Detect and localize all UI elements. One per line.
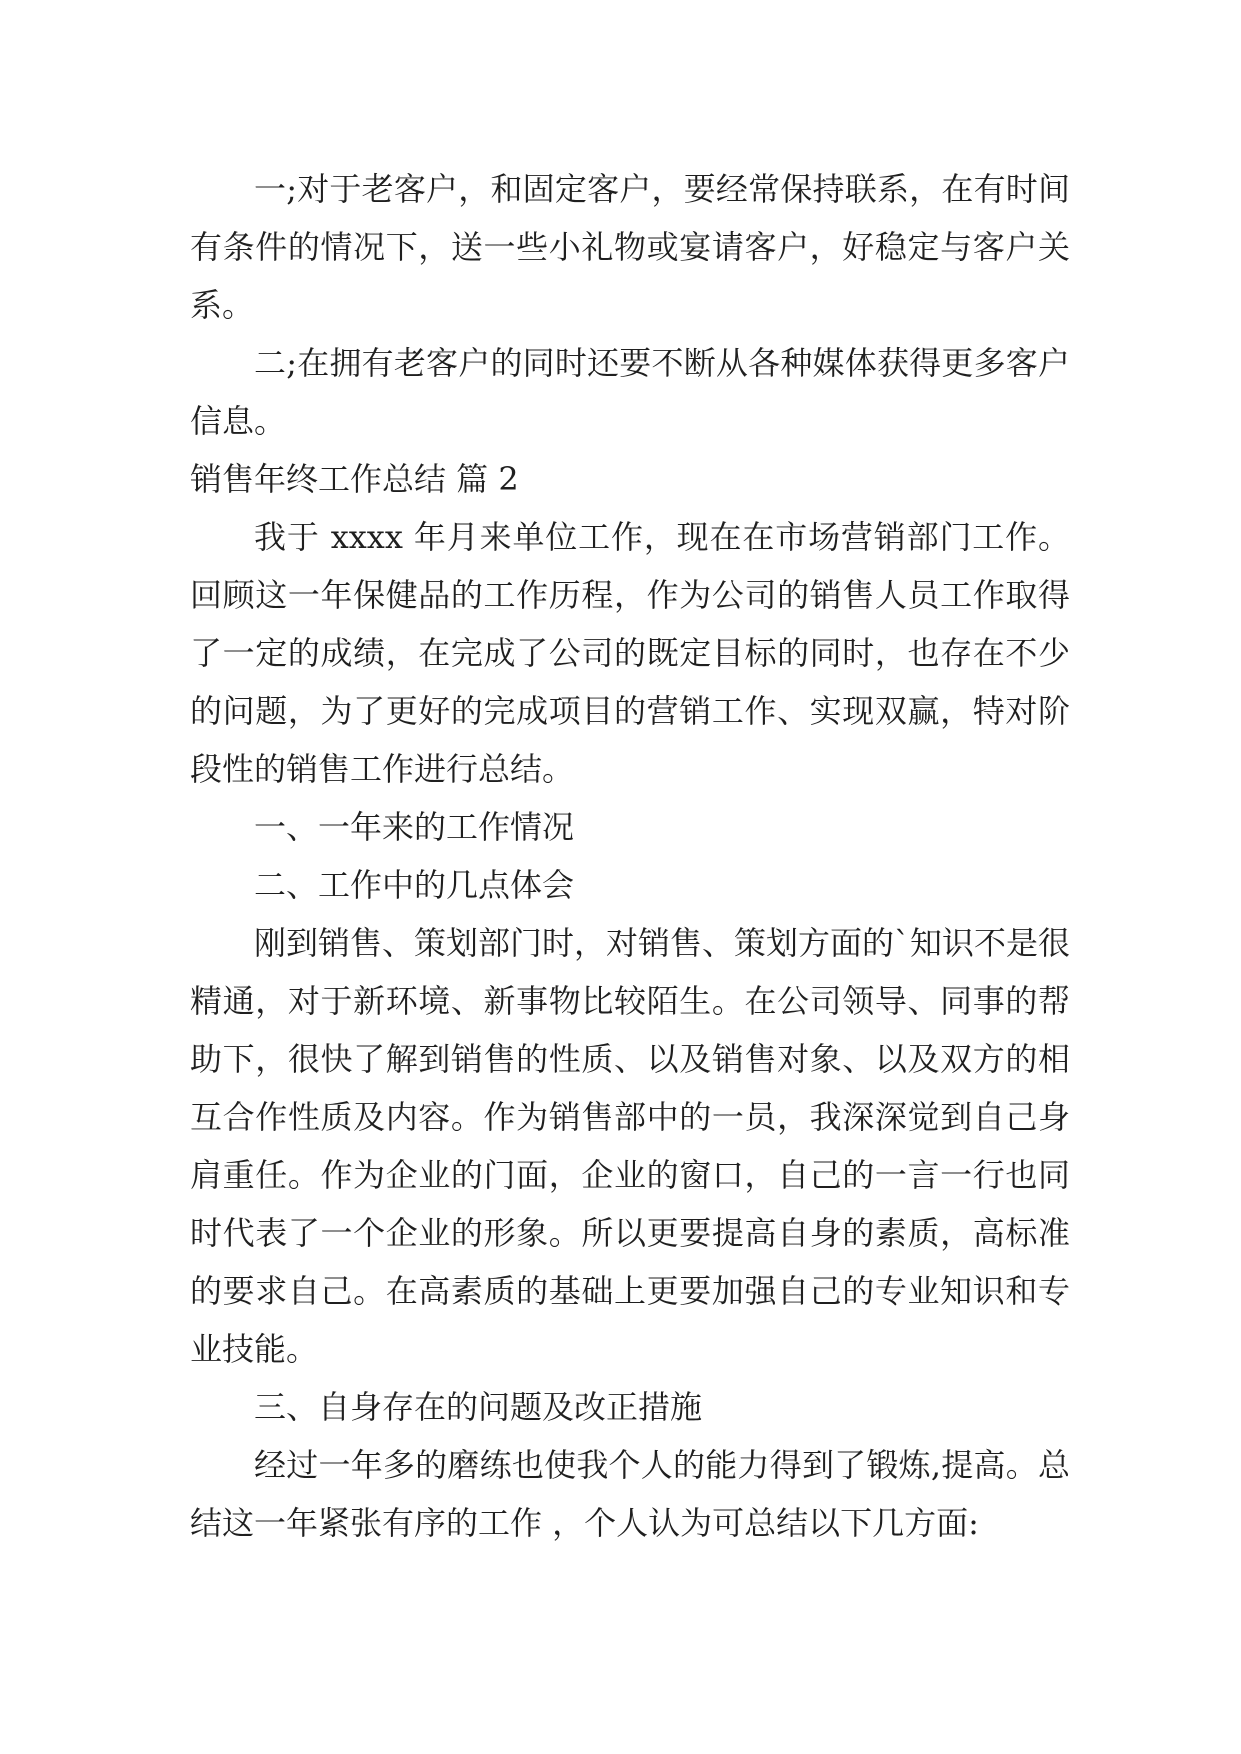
paragraph-old-clients: 一;对于老客户，和固定客户，要经常保持联系，在有时间有条件的情况下，送一些小礼物或宴请客户，好稳定与客户关系。 (190, 170, 1070, 324)
document-content (190, 160, 1070, 1552)
section-title: 销售年终工作总结 篇 2 (190, 460, 519, 498)
heading-work-situation: 一、一年来的工作情况 (254, 808, 575, 846)
paragraph-intro: 我于 xxxx 年月来单位工作，现在在市场营销部门工作。回顾这一年保健品的工作历程，作为公司的销售人员工作取得了一定的成绩，在完成了公司的既定目标的同时，也存在不少的问题，为了更好的完成项目的营销工作、实现双赢，特对阶段性的销售工作进行总结。 (190, 518, 1070, 788)
paragraph-experience: 刚到销售、策划部门时，对销售、策划方面的`知识不是很精通，对于新环境、新事物比较陌生。在公司领导、同事的帮助下，很快了解到销售的性质、以及销售对象、以及双方的相互合作性质及内容。作为销售部中的一员，我深深觉到自己身肩重任。作为企业的门面，企业的窗口，自己的一言一行也同时代表了一个企业的形象。所以更要提高自身的素质，高标准的要求自己。在高素质的基础上更要加强自己的专业知识和专业技能。 (190, 924, 1071, 1368)
heading-problems: 三、自身存在的问题及改正措施 (254, 1388, 703, 1426)
paragraph-new-clients: 二;在拥有老客户的同时还要不断从各种媒体获得更多客户信息。 (190, 344, 1070, 440)
paragraph-summary: 经过一年多的磨练也使我个人的能力得到了锻炼,提高。总结这一年紧张有序的工作 ，个人认为可总结以下几方面: (190, 1446, 1070, 1542)
heading-experience: 二、工作中的几点体会 (254, 866, 575, 904)
